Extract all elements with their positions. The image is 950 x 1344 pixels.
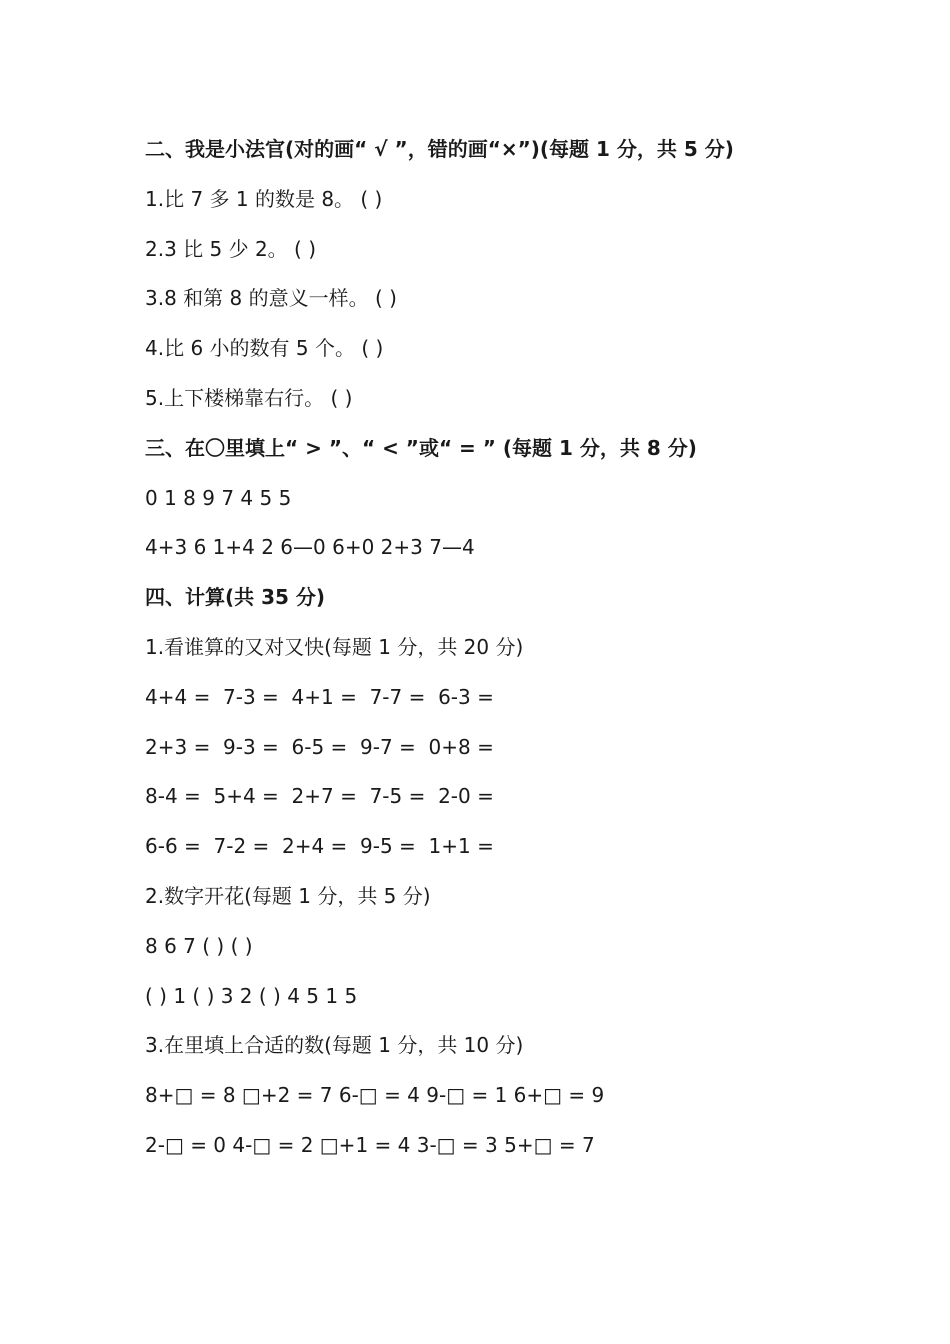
section3-line-1: 0 1 8 9 7 4 5 5 [145,485,292,510]
part3-row-1: 8+□ = 8 □+2 = 7 6-□ = 4 9-□ = 1 6+□ = 9 [145,1083,605,1108]
section3-line-2: 4+3 6 1+4 2 6—0 6+0 2+3 7—4 [145,535,475,560]
part2-title: 2.数字开花(每题 1 分，共 5 分) [145,883,431,908]
section2-item-2: 2.3 比 5 少 2。 ( ) [145,236,317,261]
section2-item-1: 1.比 7 多 1 的数是 8。 ( ) [145,186,383,211]
section2-title: 二、我是小法官(对的画“ √ ”，错的画“×”)(每题 1 分，共 5 分) [145,137,734,161]
section2-item-5: 5.上下楼梯靠右行。 ( ) [145,385,353,410]
part1-row-2: 2+3 = 9-3 = 6-5 = 9-7 = 0+8 = [145,734,494,759]
part1-row-1: 4+4 = 7-3 = 4+1 = 7-7 = 6-3 = [145,684,494,709]
part3-row-2: 2-□ = 0 4-□ = 2 □+1 = 4 3-□ = 3 5+□ = 7 [145,1132,595,1157]
section2-item-3: 3.8 和第 8 的意义一样。 ( ) [145,286,397,311]
part3-title: 3.在里填上合适的数(每题 1 分，共 10 分) [145,1033,524,1058]
part2-row-1: 8 6 7 ( ) ( ) [145,933,253,958]
part1-row-3: 8-4 = 5+4 = 2+7 = 7-5 = 2-0 = [145,784,494,809]
section4-title: 四、计算(共 35 分) [145,585,326,610]
part1-title: 1.看谁算的又对又快(每题 1 分，共 20 分) [145,634,524,659]
part1-row-4: 6-6 = 7-2 = 2+4 = 9-5 = 1+1 = [145,834,494,859]
worksheet-page [145,132,865,1178]
part2-row-2: ( ) 1 ( ) 3 2 ( ) 4 5 1 5 [145,983,358,1008]
section2-item-4: 4.比 6 小的数有 5 个。 ( ) [145,336,384,361]
section3-title: 三、在〇里填上“ > ”、“ < ”或“ = ” (每题 1 分，共 8 分) [145,435,697,460]
